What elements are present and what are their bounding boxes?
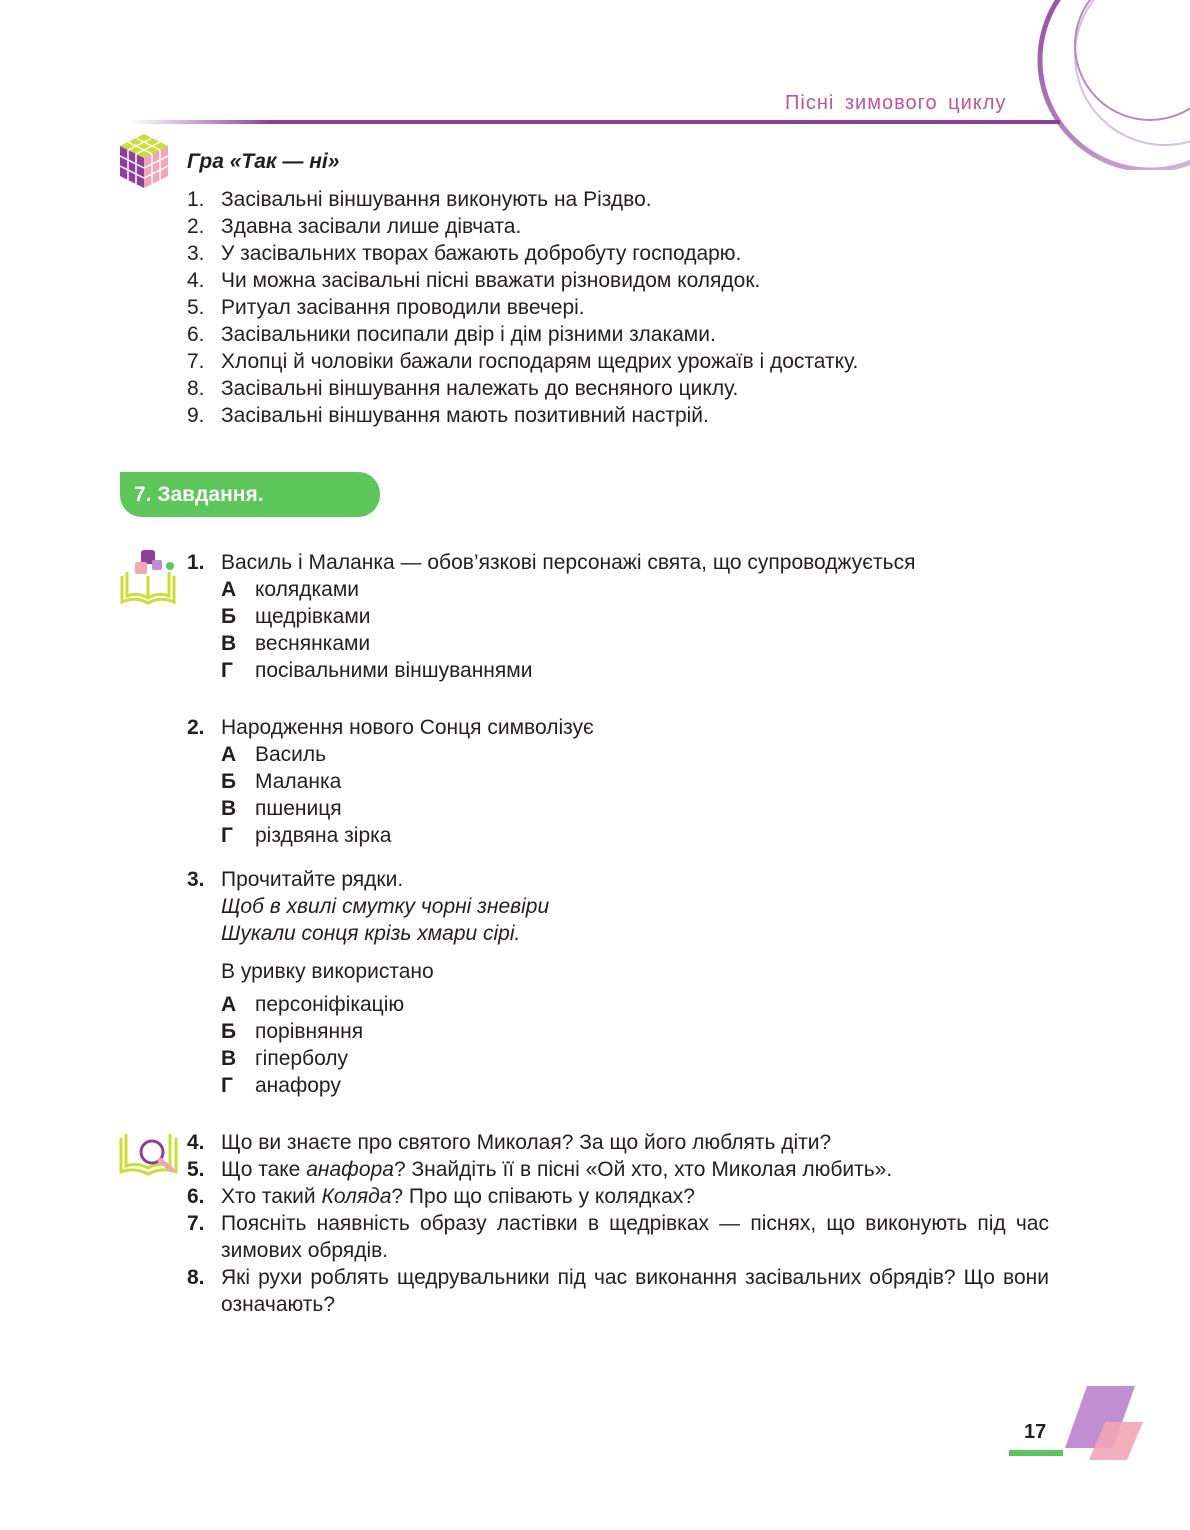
question-number: 6. xyxy=(187,1185,205,1208)
open-questions xyxy=(187,1129,1049,1318)
test-book-icon xyxy=(118,546,178,608)
page-number: 17 xyxy=(1024,1421,1047,1443)
answer-option xyxy=(221,768,594,795)
question-3 xyxy=(187,866,549,1099)
question-number: 7. xyxy=(187,1212,205,1235)
option-letter: Б xyxy=(221,1020,237,1043)
answer-option xyxy=(221,603,915,630)
question-5 xyxy=(187,1156,1049,1183)
item-number: 7. xyxy=(187,350,205,373)
question-number: 4. xyxy=(187,1131,205,1154)
game-item xyxy=(187,186,858,213)
game-item xyxy=(187,240,858,267)
option-text: пшениця xyxy=(255,797,342,820)
option-text: персоніфікацію xyxy=(255,993,405,1016)
item-text: Хлопці й чоловіки бажали господарям щедрих урожаїв і достатку. xyxy=(221,350,859,373)
item-number: 9. xyxy=(187,404,205,427)
item-text: Засівальні віншування мають позитивний настрій. xyxy=(221,404,709,427)
option-text: анафору xyxy=(255,1074,341,1097)
option-text: різдвяна зірка xyxy=(255,824,392,847)
item-number: 3. xyxy=(187,242,205,265)
item-number: 5. xyxy=(187,296,205,319)
question-text xyxy=(221,1183,1049,1210)
item-text: Ритуал засівання проводили ввечері. xyxy=(221,296,585,319)
option-text: веснянками xyxy=(255,632,371,655)
game-item xyxy=(187,321,858,348)
option-text: щедрівками xyxy=(255,605,371,628)
option-letter: Г xyxy=(221,1074,233,1097)
option-letter: Б xyxy=(221,770,237,793)
header-rule xyxy=(130,120,1060,124)
item-text: Засівальні віншування належать до весняного циклу. xyxy=(221,377,739,400)
question-number: 5. xyxy=(187,1158,205,1181)
option-letter: А xyxy=(221,578,237,601)
book-magnifier-icon xyxy=(118,1132,180,1178)
answer-option xyxy=(221,1045,549,1072)
game-item xyxy=(187,348,858,375)
game-title: Гра «Так — ні» xyxy=(187,150,340,173)
question-number: 1. xyxy=(187,551,205,574)
text-fragment: Що таке xyxy=(221,1158,307,1181)
option-text: колядками xyxy=(255,578,360,601)
option-letter: А xyxy=(221,993,237,1016)
quote-line: Шукали сонця крізь хмари сірі. xyxy=(221,922,521,945)
answer-option xyxy=(221,1072,549,1099)
option-letter: Б xyxy=(221,605,237,628)
answer-option xyxy=(221,991,549,1018)
answer-option xyxy=(221,576,915,603)
option-text: Маланка xyxy=(255,770,342,793)
question-prompt: В уривку використано xyxy=(221,960,434,983)
question-6 xyxy=(187,1183,1049,1210)
section-title: 7. Завдання. xyxy=(120,472,380,517)
question-number: 2. xyxy=(187,716,205,739)
game-item xyxy=(187,402,858,429)
item-text: Здавна засівали лише дівчата. xyxy=(221,215,522,238)
option-letter: В xyxy=(221,1047,237,1070)
question-4 xyxy=(187,1129,1049,1156)
option-letter: Г xyxy=(221,659,233,682)
term-italic: анафора xyxy=(306,1158,394,1181)
option-text: гіперболу xyxy=(255,1047,349,1070)
item-number: 8. xyxy=(187,377,205,400)
item-text: У засівальних творах бажають добробуту господарю. xyxy=(221,242,742,265)
answer-option xyxy=(221,822,594,849)
item-text: Чи можна засівальні пісні вважати різновидом колядок. xyxy=(221,269,761,292)
option-letter: В xyxy=(221,632,237,655)
text-fragment: ? Знайдіть її в пісні «Ой хто, хто Миколая любить». xyxy=(393,1158,893,1181)
game-item xyxy=(187,375,858,402)
option-letter: А xyxy=(221,743,237,766)
term-italic: Коляда xyxy=(321,1185,392,1208)
item-number: 1. xyxy=(187,188,205,211)
question-text: Народження нового Сонця символізує xyxy=(221,716,594,739)
answer-option xyxy=(221,630,915,657)
answer-option xyxy=(221,1018,549,1045)
option-letter: Г xyxy=(221,824,233,847)
question-7 xyxy=(187,1210,1049,1264)
item-number: 6. xyxy=(187,323,205,346)
text-fragment: Хто такий xyxy=(221,1185,322,1208)
item-number: 4. xyxy=(187,269,205,292)
text-fragment: ? Про що співають у колядках? xyxy=(391,1185,695,1208)
item-text: Засівальні віншування виконують на Різдво. xyxy=(221,188,652,211)
header-title: Пісні зимового циклу xyxy=(785,92,1007,114)
question-text: Які рухи роблять щедрувальники під час виконання засівальних обрядів? Що вони означають? xyxy=(221,1266,1049,1316)
question-text: Василь і Маланка — обов’язкові персонажі свята, що супроводжується xyxy=(221,551,916,574)
option-text: порівняння xyxy=(255,1020,364,1043)
quote-line: Щоб в хвилі смутку чорні зневіри xyxy=(221,895,550,918)
option-text: Василь xyxy=(255,743,327,766)
question-number: 8. xyxy=(187,1266,205,1289)
decorative-circles xyxy=(1000,0,1190,170)
item-number: 2. xyxy=(187,215,205,238)
game-item xyxy=(187,213,858,240)
option-letter: В xyxy=(221,797,237,820)
question-8 xyxy=(187,1264,1049,1318)
question-text: Що ви знаєте про святого Миколая? За що його люблять діти? xyxy=(221,1131,832,1154)
game-item xyxy=(187,267,858,294)
question-2 xyxy=(187,714,594,849)
item-text: Засівальники посипали двір і дім різними злаками. xyxy=(221,323,716,346)
answer-option xyxy=(221,657,915,684)
game-list xyxy=(187,186,858,429)
question-1 xyxy=(187,549,915,684)
question-text: Прочитайте рядки. xyxy=(221,868,404,891)
question-text: Поясніть наявність образу ластівки в щедрівках — піснях, що виконують під час зимових обрядів. xyxy=(221,1212,1049,1262)
cube-icon xyxy=(116,130,172,192)
question-text xyxy=(221,1156,1049,1183)
option-text: посівальними віншуваннями xyxy=(255,659,533,682)
answer-option xyxy=(221,795,594,822)
game-item xyxy=(187,294,858,321)
answer-option xyxy=(221,741,594,768)
question-number: 3. xyxy=(187,868,205,891)
